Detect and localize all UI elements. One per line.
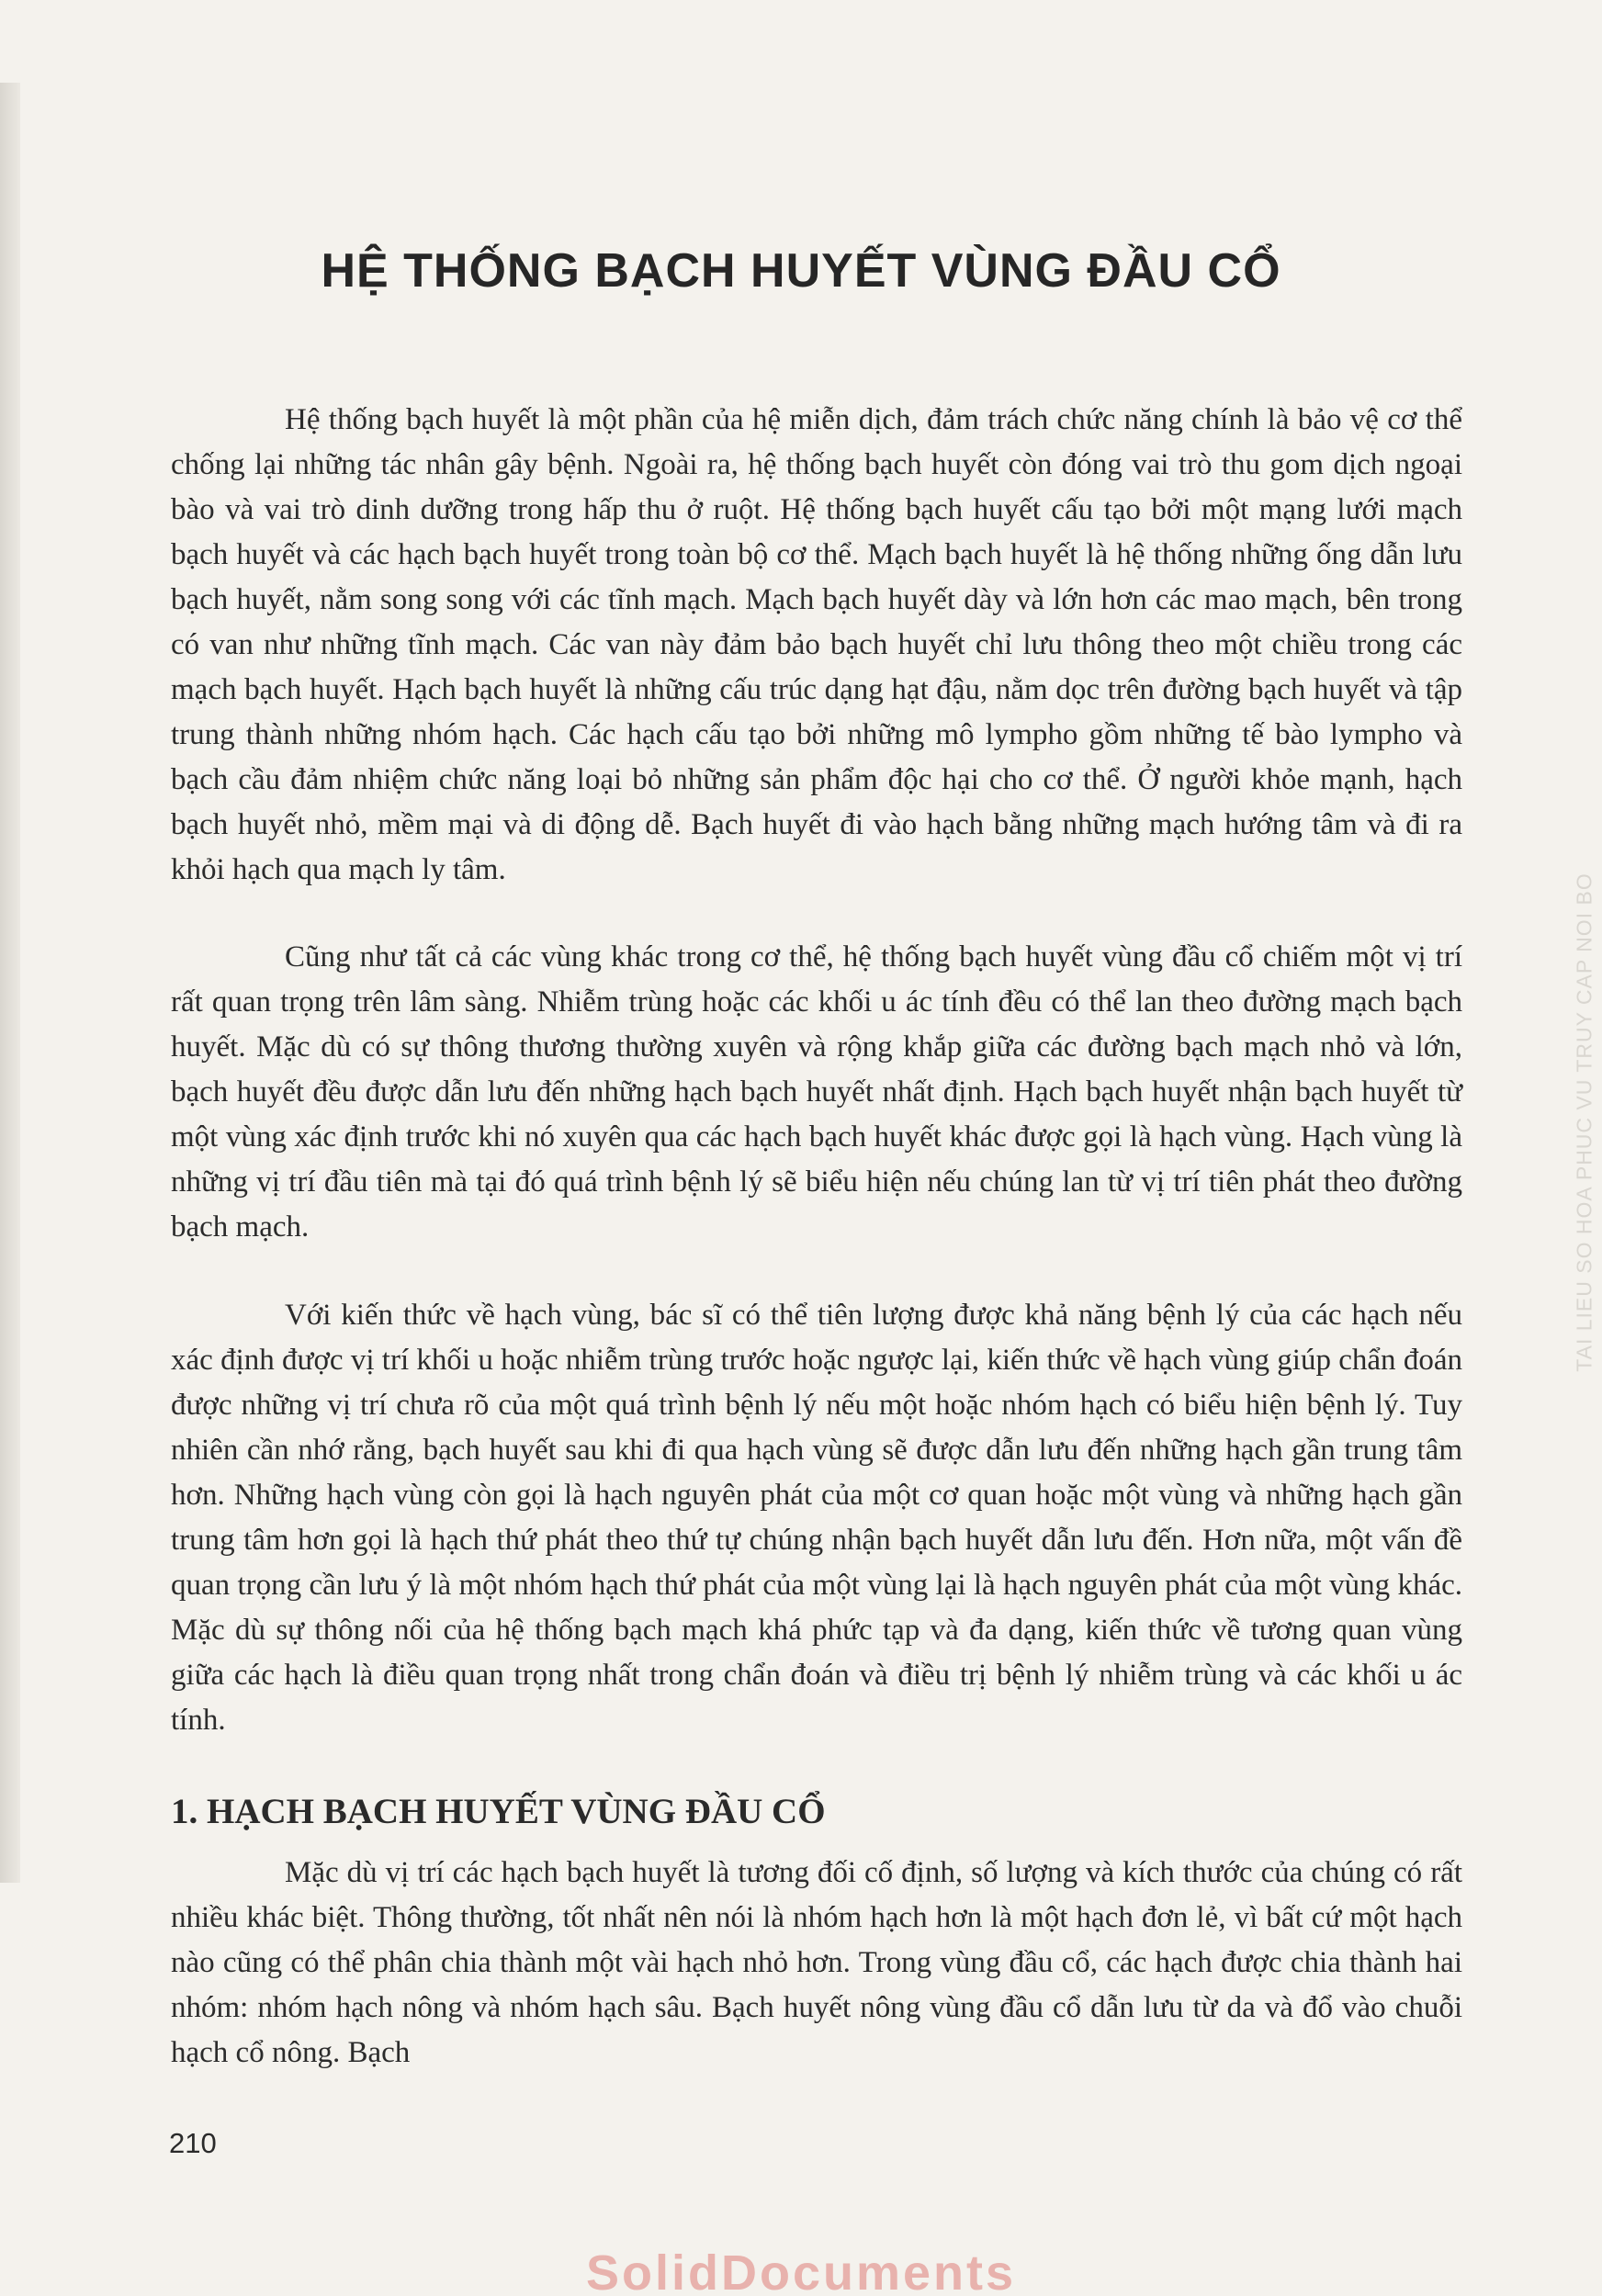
scan-edge-shadow [0, 83, 20, 1883]
body-paragraph-3: Với kiến thức về hạch vùng, bác sĩ có thể tiên lượng được khả năng bệnh lý của các hạch nếu xác định được vị trí khối u hoặc nhiễm trùng trước hoặc ngược lại, kiến thức về hạch vùng giúp chẩn đoán được những vị trí chưa rõ của một quá trình bệnh lý nếu một hoặc nhóm hạch có biểu hiện bệnh lý. Tuy nhiên cần nhớ rằng, bạch huyết sau khi đi qua hạch vùng sẽ được dẫn lưu đến những hạch gần trung tâm hơn. Những hạch vùng còn gọi là hạch nguyên phát của một cơ quan hoặc một vùng và những hạch gần trung tâm hơn gọi là hạch thứ phát theo thứ tự chúng nhận bạch huyết dẫn lưu đến. Hơn nữa, một vấn đề quan trọng cần lưu ý là một nhóm hạch thứ phát của một vùng lại là hạch nguyên phát của một vùng khác. Mặc dù sự thông nối của hệ thống bạch mạch khá phức tạp và đa dạng, kiến thức về tương quan vùng giữa các hạch là điều quan trọng nhất trong chẩn đoán và điều trị bệnh lý nhiễm trùng và các khối u ác tính. [171, 1299, 1462, 1737]
section-paragraph: Mặc dù vị trí các hạch bạch huyết là tương đối cố định, số lượng và kích thước của chúng có rất nhiều khác biệt. Thông thường, tốt nhất nên nói là nhóm hạch hơn là một hạch đơn lẻ, vì bất cứ một hạch nào cũng có thể phân chia thành một vài hạch nhỏ hơn. Trong vùng đầu cổ, các hạch được chia thành hai nhóm: nhóm hạch nông và nhóm hạch sâu. Bạch huyết nông vùng đầu cổ dẫn lưu từ da và đổ vào chuỗi hạch cổ nông. Bạch [171, 1856, 1462, 2069]
side-watermark: TAI LIEU SO HOA PHUC VU TRUY CAP NOI BO [1572, 872, 1596, 1372]
chapter-title: HỆ THỐNG BẠCH HUYẾT VÙNG ĐẦU CỔ [321, 244, 1281, 298]
body-paragraph-2: Cũng như tất cả các vùng khác trong cơ thể, hệ thống bạch huyết vùng đầu cổ chiếm một vị trí rất quan trọng trên lâm sàng. Nhiễm trùng hoặc các khối u ác tính đều có thể lan theo đường mạch bạch huyết. Mặc dù có sự thông thương thường xuyên và rộng khắp giữa các đường bạch mạch nhỏ và lớn, bạch huyết đều được dẫn lưu đến những hạch bạch huyết nhất định. Hạch bạch huyết nhận bạch huyết từ một vùng xác định trước khi nó xuyên qua các hạch bạch huyết khác được gọi là hạch vùng. Hạch vùng là những vị trí đầu tiên mà tại đó quá trình bệnh lý sẽ biểu hiện nếu chúng lan từ vị trí tiên phát theo đường bạch mạch. [171, 940, 1462, 1244]
body-paragraph-1: Hệ thống bạch huyết là một phần của hệ miễn dịch, đảm trách chức năng chính là bảo vệ cơ thể chống lại những tác nhân gây bệnh. Ngoài ra, hệ thống bạch huyết còn đóng vai trò thu gom dịch ngoại bào và vai trò dinh dưỡng trong hấp thu ở ruột. Hệ thống bạch huyết cấu tạo bởi một mạng lưới mạch bạch huyết và các hạch bạch huyết trong toàn bộ cơ thể. Mạch bạch huyết là hệ thống những ống dẫn lưu bạch huyết, nằm song song với các tĩnh mạch. Mạch bạch huyết dày và lớn hơn các mao mạch, bên trong có van như những tĩnh mạch. Các van này đảm bảo bạch huyết chỉ lưu thông theo một chiều trong các mạch bạch huyết. Hạch bạch huyết là những cấu trúc dạng hạt đậu, nằm dọc trên đường bạch huyết và tập trung thành những nhóm hạch. Các hạch cấu tạo bởi những mô lympho gồm những tế bào lympho và bạch cầu đảm nhiệm chức năng loại bỏ những sản phẩm độc hại cho cơ thể. Ở người khỏe mạnh, hạch bạch huyết nhỏ, mềm mại và di động dễ. Bạch huyết đi vào hạch bằng những mạch hướng tâm và đi ra khỏi hạch qua mạch ly tâm. [171, 403, 1462, 886]
section-heading: 1. HẠCH BẠCH HUYẾT VÙNG ĐẦU CỔ [171, 1792, 826, 1831]
page-number: 210 [169, 2127, 217, 2159]
footer-watermark: SolidDocuments [585, 2245, 1017, 2296]
